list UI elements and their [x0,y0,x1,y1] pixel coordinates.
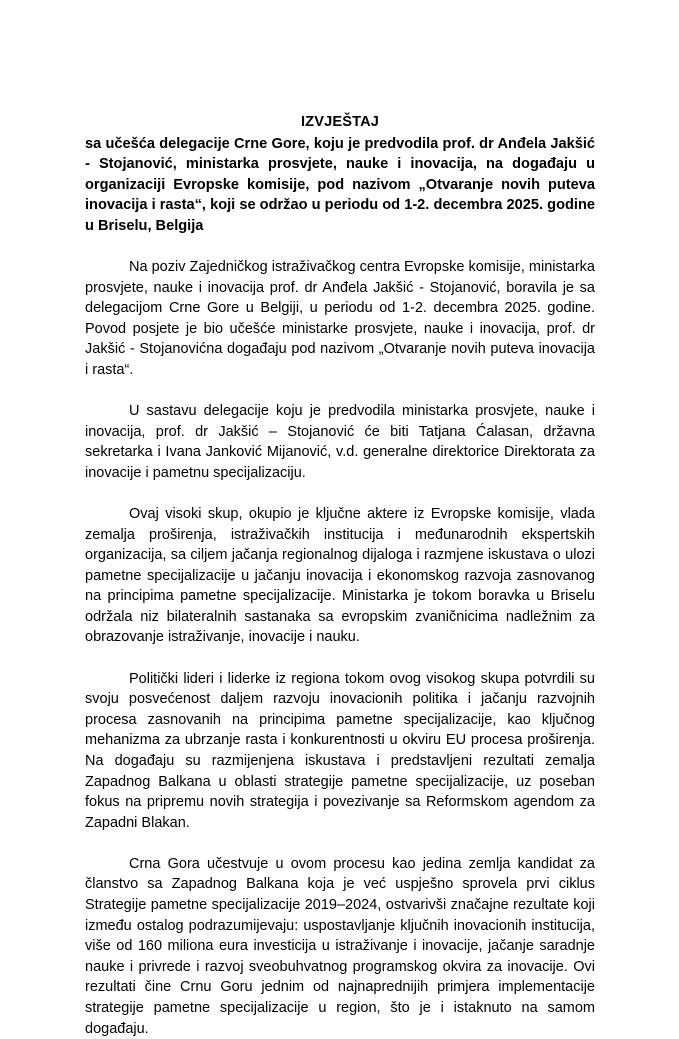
spacer [85,381,595,402]
spacer [85,236,595,257]
paragraph-4: Politički lideri i liderke iz regiona tokom ovog visokog skupa potvrdili su svoju posvećenost daljem razvoju inovacionih politika i jačanju razvojnih procesa zasnovanih na principima pametne specijalizacije, kao ključnog mehanizma za ubrzanje rasta i konkurentnosti u okviru EU procesa proširenja. Na događaju su razmijenjena iskustava i predstavljeni rezultati zemalja Zapadnog Balkana u oblasti strategije pametne specijalizacije, uz poseban fokus na pripremu novih strategija i povezivanje sa Reformskom agendom za Zapadni Blakan. [85,670,595,831]
paragraph-1: Na poziv Zajedničkog istraživačkog centra Evropske komisije, ministarka prosvjete, nauke i inovacija prof. dr Anđela Jakšić - Stojanović, boravila je sa delegacijom Crne Gore u Belgiji, u periodu od 1-2. decembra 2025. godine. Povod posjete je bio učešće ministarke prosvjete, nauke i inovacija, prof. dr Jakšić - Stojanovićna događaju pod nazivom „Otvaranje novih puteva inovacija i rasta“. [85,258,595,378]
document-title: IZVJEŠTAJ [300,114,380,130]
spacer [85,833,595,854]
spacer [85,648,595,669]
paragraph-3: Ovaj visoki skup, okupio je ključne aktere iz Evropske komisije, vlada zemalja proširenja, istraživačkih institucija i međunarodnih ekspertskih organizacija, sa ciljem jačanja regionalnog dijaloga i razmjene iskustava o ulozi pametne specijalizacije u jačanju inovacija i ekonomskog razvoja zasnovanog na principima pametne specijalizacije. Ministarka je tokom boravka u Briselu održala niz bilateralnih sastanaka sa evropskim zvaničnicima nadležnim za obrazovanje istraživanje, inovacije i nauku. [85,505,595,646]
spacer [85,483,595,504]
document-body [85,112,595,1039]
paragraph-5: Crna Gora učestvuje u ovom procesu kao jedina zemlja kandidat za članstvo sa Zapadnog Balkana koja je već uspješno sprovela prvi ciklus Strategije pametne specijalizacije 2019–2024, ostvarivši značajne rezultate koji između ostalog podrazumijevaju: uspostavljanje ključnih inovacionih institucija, više od 160 miliona eura investicija u istraživanje i inovacije, jačanje saradnje nauke i privrede i razvoj sveobuhvatnog programskog okvira za inovacije. Ovi rezultati čine Crnu Goru jednim od najnaprednijih primjera implementacije strategije pametne specijalizacije u region, što je i istaknuto na samom događaju. [85,855,595,1037]
paragraph-2: U sastavu delegacije koju je predvodila ministarka prosvjete, nauke i inovacija, prof. dr Jakšić – Stojanović će biti Tatjana Ćalasan, državna sekretarka i Ivana Janković Mijanović, v.d. generalne direktorice Direktorata za inovacije i pametnu specijalizaciju. [85,403,595,481]
document-subtitle: sa učešća delegacije Crne Gore, koju je predvodila prof. dr Anđela Jakšić - Stojanović, ministarka prosvjete, nauke i inovacija, na događaju u organizaciji Evropske komisije, pod nazivom „Otvaranje novih puteva inovacija i rasta“, koji se održao u periodu od 1-2. decembra 2025. godine u Briselu, Belgija [85,135,595,234]
